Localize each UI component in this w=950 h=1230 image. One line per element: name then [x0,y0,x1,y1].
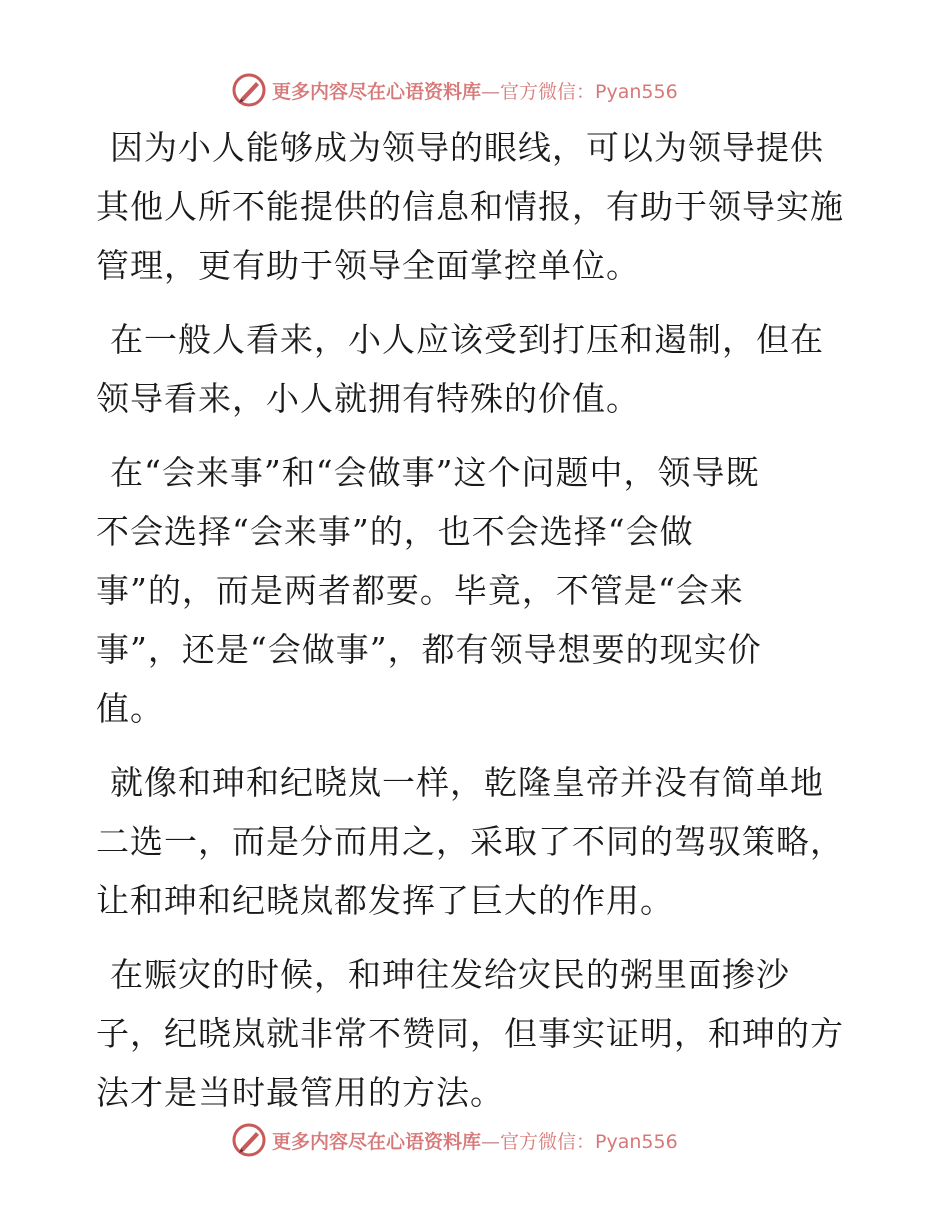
text-line: 因为小人能够成为领导的眼线，可以为领导提供 [110,128,824,167]
text-line: 子，纪晓岚就非常不赞同，但事实证明，和珅的方 [96,1014,844,1053]
text-line: 值。 [96,689,164,728]
text-line: 其他人所不能提供的信息和情报，有助于领导实施 [96,187,844,226]
text-line: 不会选择“会来事”的，也不会选择“会做 [96,512,694,551]
text-line: 领导看来，小人就拥有特殊的价值。 [96,379,640,418]
watermark-wechat-label: 官方微信： [500,80,596,103]
text-line: 就像和珅和纪晓岚一样，乾隆皇帝并没有简单地 [110,763,824,802]
watermark-wechat-id: Pyan556 [595,80,678,103]
watermark-dash: — [481,1130,501,1153]
paragraph-1 [96,118,876,295]
document-body [96,118,876,1137]
pen-logo-icon [232,1123,266,1157]
watermark-text [272,1127,678,1154]
watermark-brand: 更多内容尽在心语资料库 [272,80,482,103]
text-line: 事”，还是“会做事”，都有领导想要的现实价 [96,630,762,669]
text-line: 在赈灾的时候，和珅往发给灾民的粥里面掺沙 [110,955,790,994]
header-watermark [232,72,678,108]
text-line: 法才是当时最管用的方法。 [96,1073,504,1112]
watermark-wechat-id: Pyan556 [595,1130,678,1153]
footer-watermark [232,1122,678,1158]
text-line: 二选一，而是分而用之，采取了不同的驾驭策略， [96,822,844,861]
pen-logo-icon [232,73,266,107]
watermark-wechat-label: 官方微信： [500,1130,596,1153]
paragraph-3 [96,443,876,738]
watermark-brand: 更多内容尽在心语资料库 [272,1130,482,1153]
watermark-text [272,77,678,104]
text-line: 在一般人看来，小人应该受到打压和遏制，但在 [110,320,824,359]
watermark-dash: — [481,80,501,103]
text-line: 在“会来事”和“会做事”这个问题中，领导既 [110,453,760,492]
text-line: 让和珅和纪晓岚都发挥了巨大的作用。 [96,881,674,920]
paragraph-5 [96,945,876,1122]
text-line: 事”的，而是两者都要。毕竟，不管是“会来 [96,571,744,610]
paragraph-2 [96,310,876,428]
text-line: 管理，更有助于领导全面掌控单位。 [96,246,640,285]
paragraph-4 [96,753,876,930]
